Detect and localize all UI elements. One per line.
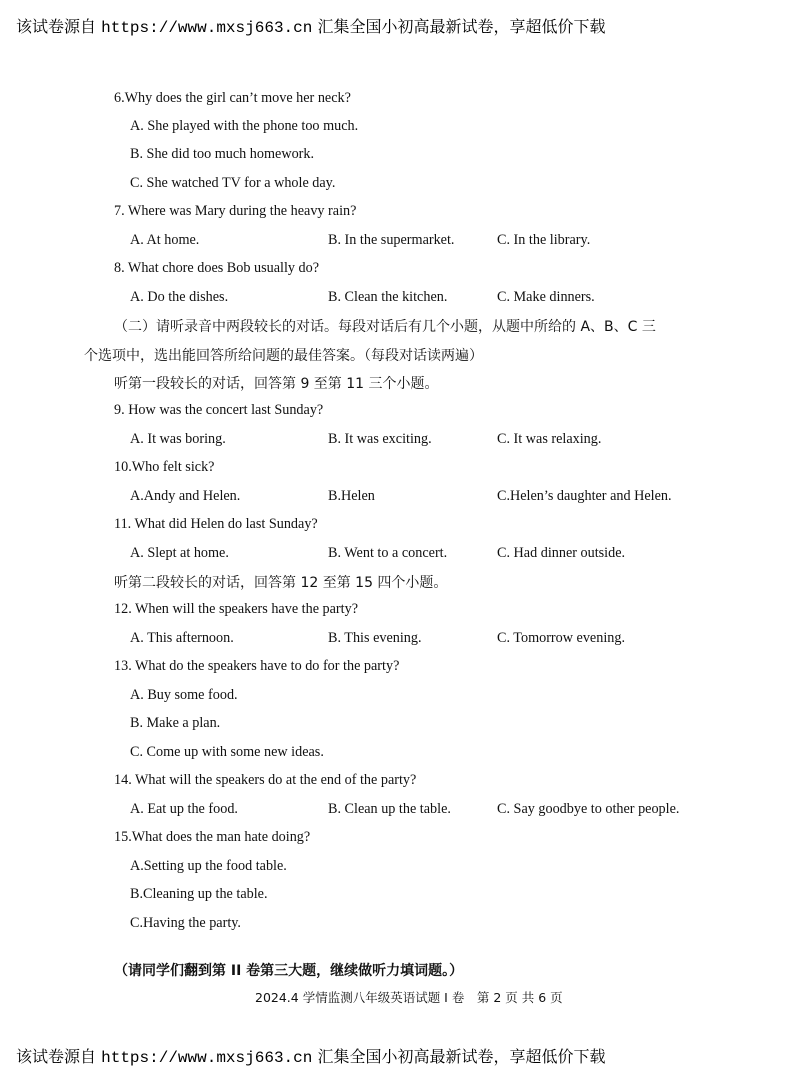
question-14: 14. What will the speakers do at the end of the party? xyxy=(114,772,417,788)
q10-option-c: C.Helen’s daughter and Helen. xyxy=(497,488,672,504)
question-13: 13. What do the speakers have to do for the party? xyxy=(114,658,400,674)
q7-option-c: C. In the library. xyxy=(497,232,591,248)
banner-prefix: 该试卷源自 xyxy=(16,1047,97,1066)
q6-option-b: B. She did too much homework. xyxy=(130,146,315,162)
q15-option-c: C.Having the party. xyxy=(130,915,241,931)
dialogue1-instruction: 听第一段较长的对话，回答第 9 至第 11 三个小题。 xyxy=(114,376,439,392)
page-footer: 2024.4 学情监测八年级英语试题 I 卷 第 2 页 共 6 页 xyxy=(255,990,563,1005)
q6-option-a: A. She played with the phone too much. xyxy=(130,118,359,134)
q11-option-c: C. Had dinner outside. xyxy=(497,545,626,561)
q8-option-b: B. Clean the kitchen. xyxy=(328,289,448,305)
q12-option-b: B. This evening. xyxy=(328,630,422,646)
question-9: 9. How was the concert last Sunday? xyxy=(114,402,324,418)
question-6: 6.Why does the girl can’t move her neck? xyxy=(114,90,351,106)
question-7: 7. Where was Mary during the heavy rain? xyxy=(114,203,357,219)
section2-instruction-line2: 个选项中，选出能回答所给问题的最佳答案。（每段对话读两遍） xyxy=(84,348,483,364)
banner-suffix: 汇集全国小初高最新试卷，享超低价下载 xyxy=(317,1047,606,1066)
q14-option-b: B. Clean up the table. xyxy=(328,801,451,817)
q10-option-b: B.Helen xyxy=(328,488,375,504)
question-8: 8. What chore does Bob usually do? xyxy=(114,260,320,276)
q14-option-a: A. Eat up the food. xyxy=(130,801,238,817)
top-banner xyxy=(16,14,605,37)
question-10: 10.Who felt sick? xyxy=(114,459,215,475)
q14-option-c: C. Say goodbye to other people. xyxy=(497,801,680,817)
q15-option-a: A.Setting up the food table. xyxy=(130,858,287,874)
q9-option-b: B. It was exciting. xyxy=(328,431,432,447)
q8-option-c: C. Make dinners. xyxy=(497,289,595,305)
q7-option-b: B. In the supermarket. xyxy=(328,232,455,248)
banner-url-link[interactable]: https://www.mxsj663.cn xyxy=(101,19,313,37)
section2-instruction-line1: （二）请听录音中两段较长的对话。每段对话后有几个小题，从题中所给的 A、B、C 三 xyxy=(114,319,656,335)
q13-option-b: B. Make a plan. xyxy=(130,715,221,731)
q13-option-c: C. Come up with some new ideas. xyxy=(130,744,324,760)
dialogue2-instruction: 听第二段较长的对话，回答第 12 至第 15 四个小题。 xyxy=(114,575,448,591)
bottom-banner xyxy=(16,1044,605,1067)
question-12: 12. When will the speakers have the party? xyxy=(114,601,358,617)
q12-option-c: C. Tomorrow evening. xyxy=(497,630,625,646)
banner-url-link[interactable]: https://www.mxsj663.cn xyxy=(101,1049,313,1067)
q10-option-a: A.Andy and Helen. xyxy=(130,488,241,504)
banner-prefix: 该试卷源自 xyxy=(16,17,97,36)
q13-option-a: A. Buy some food. xyxy=(130,687,238,703)
turn-page-note: （请同学们翻到第 II 卷第三大题，继续做听力填词题。） xyxy=(114,963,464,979)
q9-option-a: A. It was boring. xyxy=(130,431,226,447)
q11-option-a: A. Slept at home. xyxy=(130,545,229,561)
q11-option-b: B. Went to a concert. xyxy=(328,545,448,561)
q6-option-c: C. She watched TV for a whole day. xyxy=(130,175,336,191)
banner-suffix: 汇集全国小初高最新试卷，享超低价下载 xyxy=(317,17,606,36)
question-15: 15.What does the man hate doing? xyxy=(114,829,311,845)
q9-option-c: C. It was relaxing. xyxy=(497,431,602,447)
q15-option-b: B.Cleaning up the table. xyxy=(130,886,268,902)
question-11: 11. What did Helen do last Sunday? xyxy=(114,516,318,532)
q7-option-a: A. At home. xyxy=(130,232,200,248)
q8-option-a: A. Do the dishes. xyxy=(130,289,229,305)
q12-option-a: A. This afternoon. xyxy=(130,630,234,646)
